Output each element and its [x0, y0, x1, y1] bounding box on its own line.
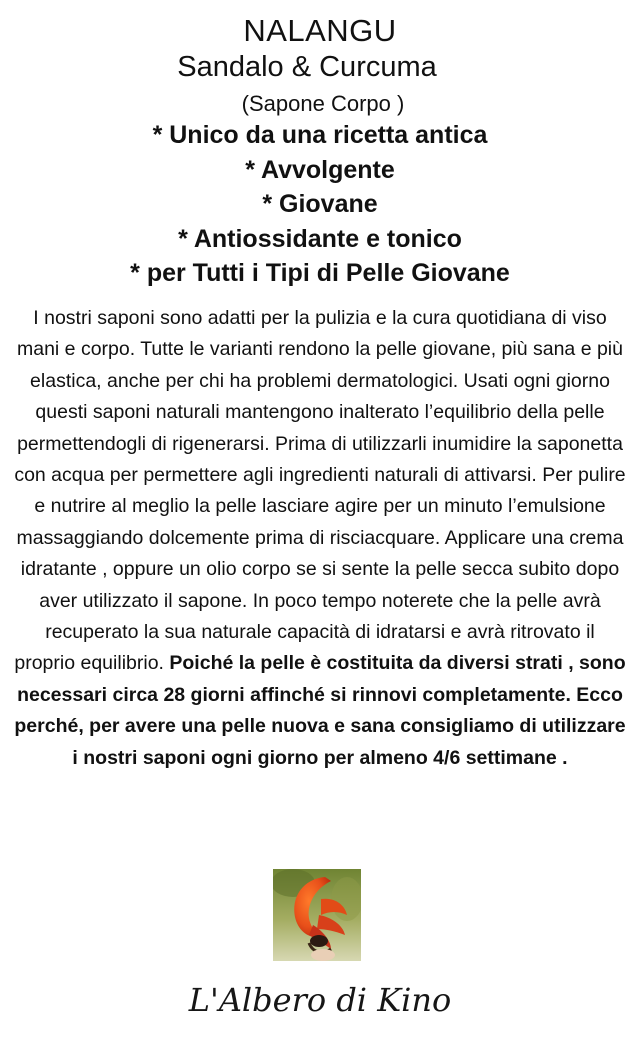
product-description [14, 303, 626, 774]
description-bold: Poiché la pelle è costituita da diversi strati , sono necessari circa 28 giorni affinché si rinnovi completamente. Ecco perché, per avere una pelle nuova e sana consigliamo di utilizzare i nostri saponi ogni giorno per almeno 4/6 settimane . [14, 652, 626, 769]
feature-item-5: * per Tutti i Tipi di Pelle Giovane [130, 259, 510, 287]
product-category: (Sapone Corpo ) [241, 91, 405, 116]
description-regular: I nostri saponi sono adatti per la pulizia e la cura quotidiana di viso mani e corpo. Tutte le varianti rendono la pelle giovane, più sana e più elastica, anche per chi ha problemi dermatologici. Usati ogni giorno questi saponi naturali mantengono inalterato l’equilibrio della pelle permettendogli di rigenerarsi. Prima di utilizzarli inumidire la saponetta con acqua per permettere agli ingredienti naturali di attivarsi. Per pulire e nutrire al meglio la pelle lasciare agire per un minuto l’emulsione massaggiando dolcemente prima di risciacquare. Applicare una crema idratante , oppure un olio corpo se si sente la pelle secca subito dopo aver utilizzato il sapone. In poco tempo noterete che la pelle avrà recuperato la sua naturale capacità di idratarsi e avrà ritrovato il proprio equilibrio. [14, 307, 626, 675]
flower-photo [273, 869, 361, 961]
feature-item-3: * Giovane [262, 190, 378, 218]
feature-list [0, 118, 640, 291]
feature-item-4: * Antiossidante e tonico [178, 224, 462, 253]
feature-item-2: * Avvolgente [245, 155, 395, 184]
signature-brand: L'Albero di Kino [188, 981, 452, 1019]
brand-name: NALANGU [243, 13, 397, 48]
product-name: Sandalo & Curcuma [177, 51, 437, 83]
feature-item-1: * Unico da una ricetta antica [152, 121, 488, 149]
